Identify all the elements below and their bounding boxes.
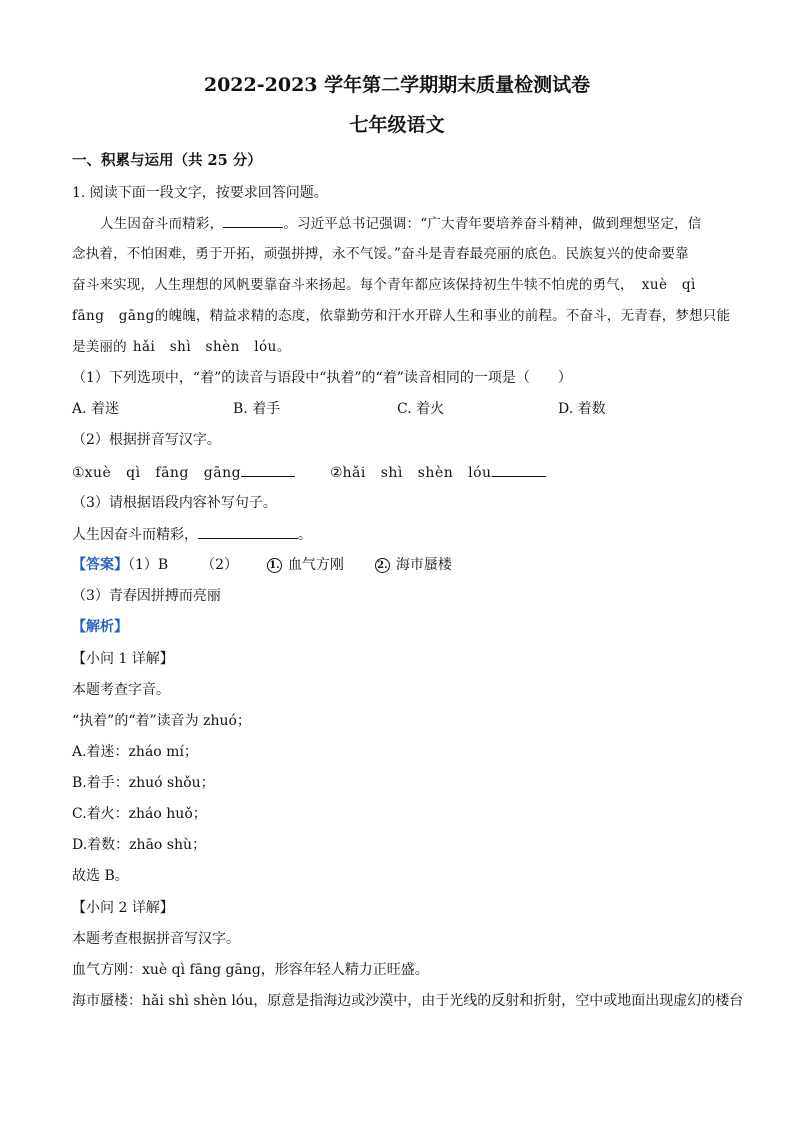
exam-subtitle: 七年级语文 (349, 114, 445, 136)
section-heading: 一、积累与运用（共 25 分） (72, 152, 262, 169)
passage-line-3 (72, 275, 722, 295)
analysis-line: 本题考查根据拼音写汉字。 (72, 931, 240, 947)
analysis-line: 海市蜃楼：hǎi shì shèn lóu，原意是指海边或沙漠中，由于光线的反射和折射，空中或地面出现虚幻的楼台 (72, 993, 744, 1009)
answer-1: （1）B (128, 557, 169, 573)
option-a: A. 着迷 (72, 401, 120, 417)
circled-number-2: 2. (375, 558, 390, 573)
analysis-label: 【解析】 (72, 619, 128, 635)
analysis-line: “执着”的“着”读音为 zhuó； (72, 713, 251, 729)
analysis-line: C.着火：zháo huǒ； (72, 806, 207, 822)
passage-text: 。 (276, 339, 291, 355)
question-stem: 1. 阅读下面一段文字，按要求回答问题。 (72, 185, 328, 201)
pinyin: hǎi shì shèn lóu (342, 465, 492, 481)
q1-detail-heading: 【小问 1 详解】 (72, 651, 174, 667)
analysis-line: 血气方刚：xuè qì fāng gāng，形容年轻人精力正旺盛。 (72, 962, 429, 978)
pinyin: xuè qì fāng gāng (84, 465, 242, 481)
circled-number-1: 1. (267, 558, 282, 573)
answer-blank (241, 462, 295, 477)
answer-3: （3）青春因拼搏而亮丽 (72, 588, 221, 604)
passage-line-1 (100, 213, 722, 234)
answer-row (72, 555, 722, 575)
analysis-line: B.着手：zhuó shǒu； (72, 775, 215, 791)
subquestion-2: （2）根据拼音写汉字。 (72, 432, 221, 448)
subquestion-3: （3）请根据语段内容补写句子。 (72, 495, 277, 511)
option-d: D. 着数 (558, 401, 606, 417)
exam-title: 2022-2023 学年第二学期期末质量检测试卷 (203, 74, 591, 96)
passage-text: 的魄魄，精益求精的态度，依靠勤劳和汗水开辟人生和事业的前程。不奋斗，无青春，梦想只能 (154, 308, 731, 324)
sentence-text: 。 (298, 527, 312, 543)
answer-2: （2） (201, 557, 239, 573)
answer-blank (492, 462, 546, 477)
completion-sentence (72, 524, 722, 545)
analysis-line: 本题考查字音。 (72, 682, 170, 698)
answer-blank (198, 524, 298, 539)
answer-2-2: 海市蜃楼 (395, 557, 452, 573)
passage-text: 人生因奋斗而精彩， (100, 216, 224, 232)
sentence-text: 人生因奋斗而精彩， (72, 527, 198, 543)
option-c: C. 着火 (397, 401, 445, 417)
analysis-line: 故选 B。 (72, 868, 129, 884)
analysis-line: A.着迷：zháo mí； (72, 744, 198, 760)
option-b: B. 着手 (233, 401, 281, 417)
pinyin-items (72, 462, 722, 483)
pinyin: fāng gāng (72, 308, 155, 324)
analysis-line: D.着数：zhāo shù； (72, 837, 207, 853)
passage-text: 是美丽的 (72, 339, 127, 355)
answer-2-1: 血气方刚 (287, 557, 344, 573)
pinyin: hǎi shì shèn lóu (132, 339, 277, 355)
passage-text: 奋斗来实现，人生理想的风帆要靠奋斗来扬起。每个青年都应该保持初生牛犊不怕虎的勇气， (72, 277, 634, 293)
item-number: ① (72, 465, 85, 481)
subquestion-1: （1）下列选项中，“着”的读音与语段中“执着”的“着”读音相同的一项是（ ） (72, 370, 572, 386)
q2-detail-heading: 【小问 2 详解】 (72, 900, 174, 916)
pinyin: xuè qì (641, 277, 696, 293)
item-number: ② (329, 465, 343, 481)
passage-text: 。习近平总书记强调：“广大青年要培养奋斗精神，做到理想坚定，信 (283, 216, 702, 232)
answer-blank (223, 213, 283, 228)
passage-line-2: 念执着，不怕困难，勇于开拓，顽强拼搏，永不气馁。”奋斗是青春最亮丽的底色。民族复兴的使命要靠 (72, 246, 689, 262)
passage-line-4 (72, 306, 731, 326)
answer-label: 【答案】 (72, 557, 128, 573)
passage-line-5 (72, 337, 722, 357)
